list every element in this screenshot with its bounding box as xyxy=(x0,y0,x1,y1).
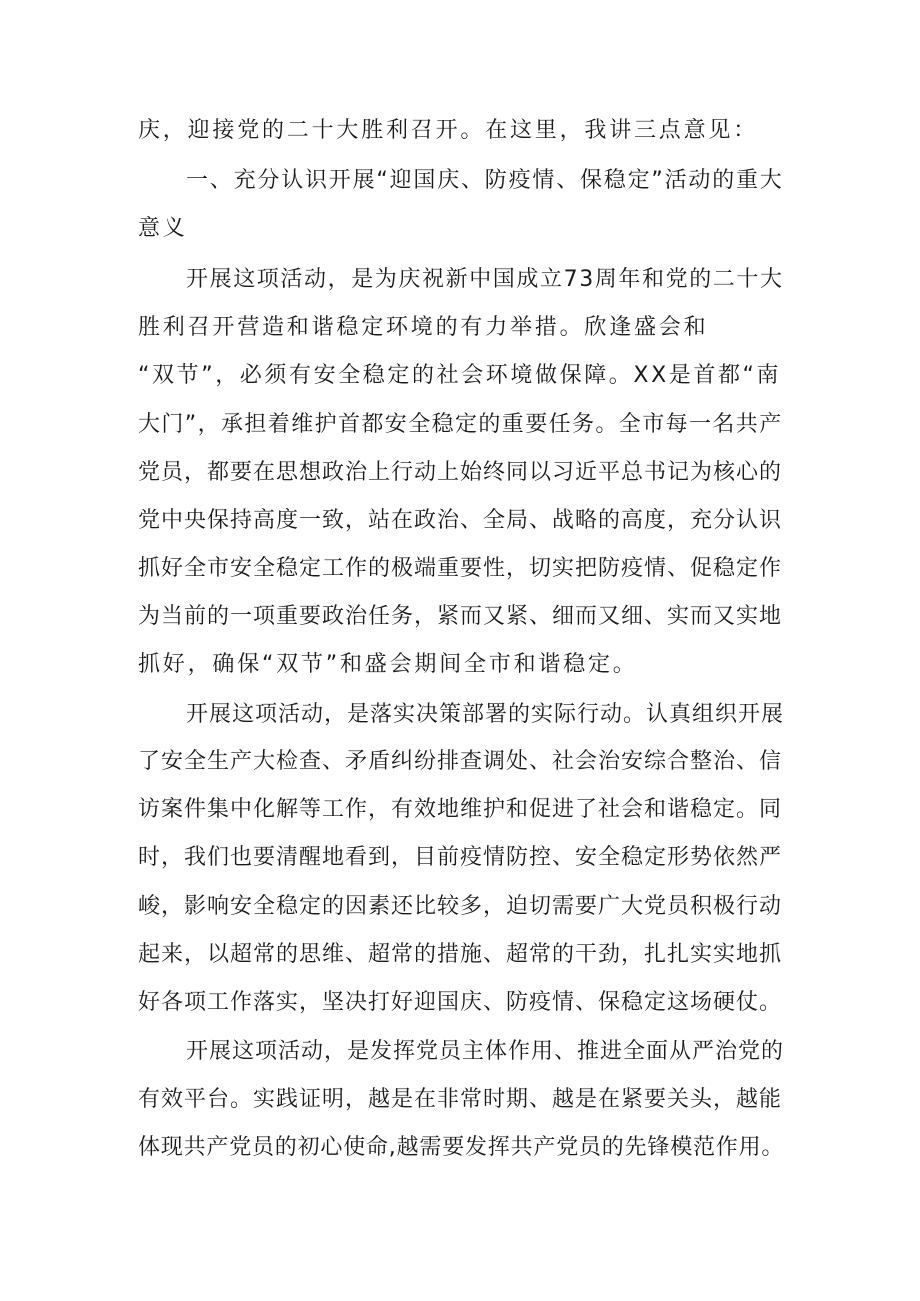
paragraph-start: 开展这项活动，是发挥党员主体作用、推进全面从严治党的 xyxy=(186,1039,785,1064)
text-line: 了安全生产大检查、矛盾纠纷排查调处、社会治安综合整治、信 xyxy=(138,749,783,774)
section-heading: 一、充分认识开展“迎国庆、防疫情、保稳定”活动的重大 xyxy=(186,168,784,193)
text-line: 党员，都要在思想政治上行动上始终同以习近平总书记为核心的 xyxy=(138,460,783,485)
section-heading-continued: 意义 xyxy=(138,216,188,241)
text-line: 抓好全市安全稳定工作的极端重要性，切实把防疫情、促稳定作 xyxy=(138,556,783,581)
text-line: 好各项工作落实，坚决打好迎国庆、防疫情、保稳定这场硬仗。 xyxy=(138,990,783,1015)
text-line: 访案件集中化解等工作，有效地维护和促进了社会和谐稳定。同 xyxy=(138,797,783,822)
text-line: 有效平台。实践证明，越是在非常时期、越是在紧要关头，越能 xyxy=(138,1087,783,1112)
text-line: 胜利召开营造和谐稳定环境的有力举措。欣逢盛会和 xyxy=(138,315,709,340)
text-line: 起来，以超常的思维、超常的措施、超常的干劲，扎扎实实地抓 xyxy=(138,942,783,967)
text-line: 为当前的一项重要政治任务，紧而又紧、细而又细、实而又实地 xyxy=(138,604,783,629)
paragraph-start: 开展这项活动，是为庆祝新中国成立73周年和党的二十大 xyxy=(186,267,784,292)
text-line: 时，我们也要清醒地看到，目前疫情防控、安全稳定形势依然严 xyxy=(138,845,783,870)
text-line: 党中央保持高度一致，站在政治、全局、战略的高度，充分认识 xyxy=(138,508,783,533)
text-line: 大门”，承担着维护首都安全稳定的重要任务。全市每一名共产 xyxy=(138,412,783,437)
paragraph-start: 开展这项活动，是落实决策部署的实际行动。认真组织开展 xyxy=(186,702,785,727)
text-line: 峻，影响安全稳定的因素还比较多，迫切需要广大党员积极行动 xyxy=(138,894,783,919)
text-line: “双节”，必须有安全稳定的社会环境做保障。XX是首都“南 xyxy=(138,363,782,388)
text-line: 庆，迎接党的二十大胜利召开。在这里，我讲三点意见： xyxy=(138,118,759,143)
text-line: 体现共产党员的初心使命,越需要发挥共产党员的先锋模范作用。 xyxy=(138,1135,785,1160)
text-line: 抓好，确保“双节”和盛会期间全市和谐稳定。 xyxy=(138,652,638,677)
